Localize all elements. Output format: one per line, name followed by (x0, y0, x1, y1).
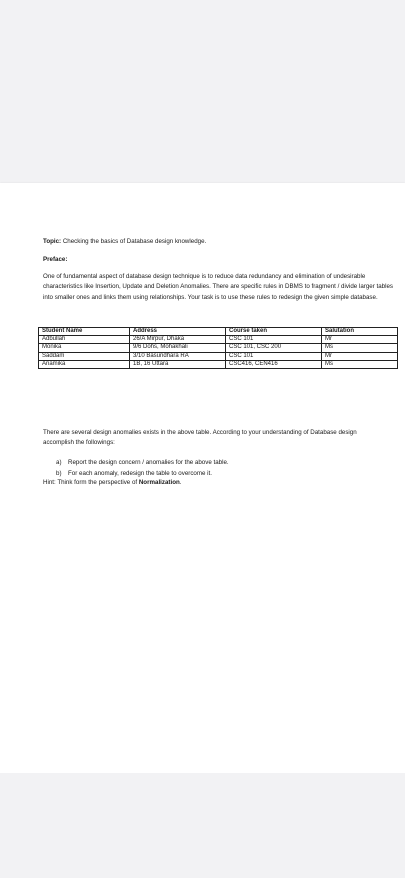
preface-heading: Preface: (43, 256, 68, 263)
topic-text: Checking the basics of Database design knowledge. (61, 238, 207, 245)
task-label: a) (56, 459, 62, 466)
student-table (38, 327, 398, 369)
topic-line (43, 237, 206, 247)
cell-address: 1B, 16 Uttara (130, 360, 226, 368)
cell-course-taken: CSC 101 (226, 336, 322, 344)
header-course-taken: Course taken (226, 328, 322, 336)
task-text: Report the design concern / anomalies for the above table. (68, 459, 229, 466)
topic-label: Topic: (43, 238, 62, 245)
hint-line (43, 478, 182, 488)
table-row (39, 352, 398, 360)
cell-student-name: Saddam (39, 352, 130, 360)
header-student-name: Student Name (39, 328, 130, 336)
table-row (39, 336, 398, 344)
hint-prefix: Hint: Think form the perspective of (43, 479, 139, 486)
cell-student-name: Anamika (39, 360, 130, 368)
intro-paragraph: One of fundamental aspect of database design technique is to reduce data redundancy and elimination of undesirable characteristics like Insertion, Update and Deletion Anomalies. There are specific rules in DBMS to fragment / divide larger tables into smaller ones and links them using relationships. Your task is to use these rules to redesign the given simple database. (43, 273, 393, 301)
cell-salutation: Mr (322, 336, 398, 344)
header-address: Address (130, 328, 226, 336)
cell-address: 9/6 Dohs, Mohakhali (130, 344, 226, 352)
hint-keyword: Normalization (138, 479, 180, 486)
table-row (39, 344, 398, 352)
cell-address: 26/A Mirpur, Dhaka (130, 336, 226, 344)
cell-student-name: Adbullah (39, 336, 130, 344)
cell-address: 3/10 Basundhara RA (130, 352, 226, 360)
cell-salutation: Ms (322, 344, 398, 352)
cell-course-taken: CSC 101, CSC 200 (226, 344, 322, 352)
table-header-row (39, 328, 398, 336)
cell-student-name: Monika (39, 344, 130, 352)
cell-course-taken: CSC416, CEN416 (226, 360, 322, 368)
task-text: For each anomaly, redesign the table to overcome it. (68, 469, 212, 477)
anomalies-paragraph: There are several design anomalies exists in the above table. According to your understanding of Database design accomplish the followings: (43, 429, 357, 447)
task-list (56, 458, 356, 479)
task-label: b) (56, 469, 62, 477)
table-row (39, 360, 398, 368)
hint-suffix: . (179, 479, 182, 486)
header-salutation: Salutation (322, 328, 398, 336)
cell-salutation: Ms (322, 360, 398, 368)
list-item (56, 458, 356, 469)
viewer-background-top (0, 0, 405, 183)
viewer-background-bottom (0, 773, 405, 878)
cell-salutation: Mr (322, 352, 398, 360)
cell-course-taken: CSC 101 (226, 352, 322, 360)
